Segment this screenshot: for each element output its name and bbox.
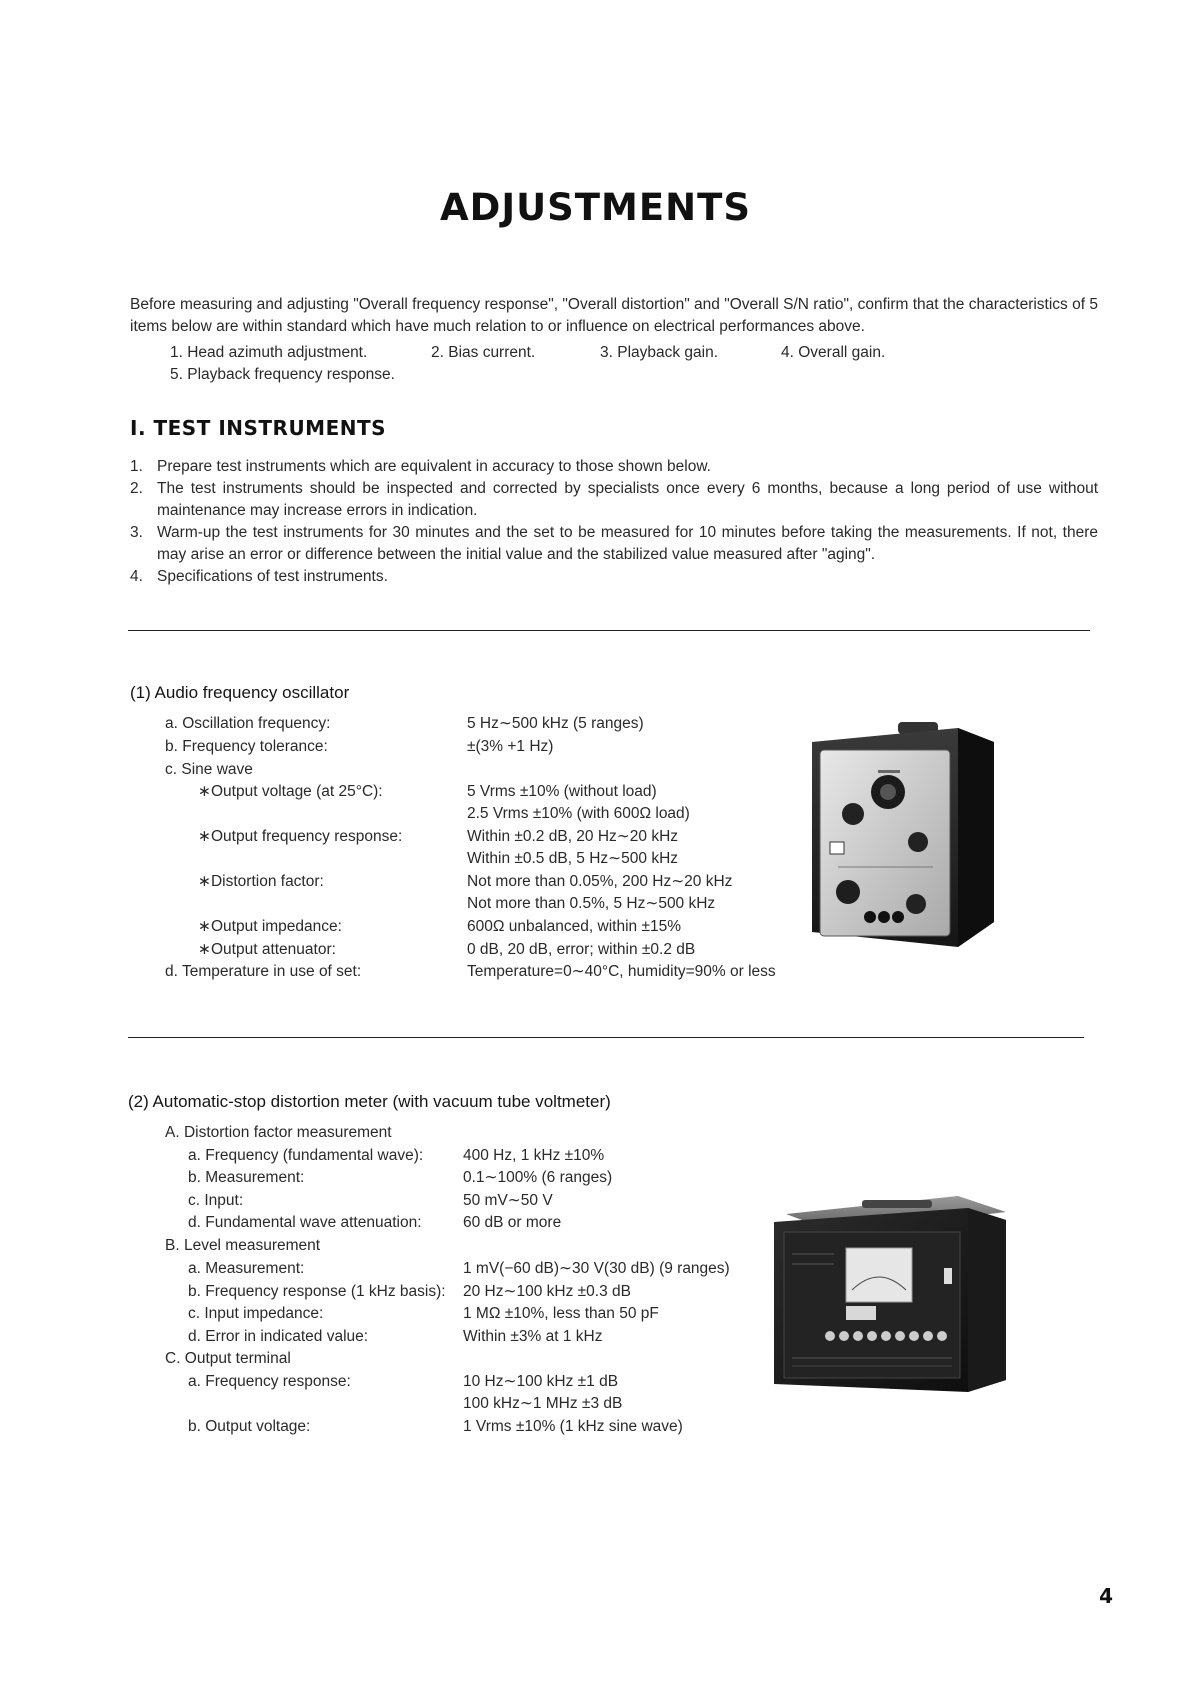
spec-label: a. Frequency (fundamental wave): [188,1147,424,1164]
spec-value: 100 kHz∼1 MHz ±3 dB [463,1395,623,1412]
spec-label: ∗Distortion factor: [198,873,324,890]
spec-label: ∗Output attenuator: [198,941,336,958]
spec-label: a. Oscillation frequency: [165,715,331,732]
section-heading: I. TEST INSTRUMENTS [130,416,387,440]
spec-label: d. Temperature in use of set: [165,963,362,980]
check-item-2: 2. Bias current. [431,344,536,361]
spec-value: 1 Vrms ±10% (1 kHz sine wave) [463,1418,683,1435]
spec-value: 0.1∼100% (6 ranges) [463,1169,613,1186]
spec-value: ±(3% +1 Hz) [467,738,554,755]
spec-label: b. Frequency tolerance: [165,738,328,755]
check-item-4: 4. Overall gain. [781,344,886,361]
spec-label: B. Level measurement [165,1237,321,1254]
spec-label: a. Frequency response: [188,1373,351,1390]
instruction-text: Warm-up the test instruments for 30 minutes and the set to be measured for 10 minutes before taking the measurements. If not, there may arise an error or difference between the initial value and the stabilized value measured after "aging". [157,524,1098,563]
spec-value: 600Ω unbalanced, within ±15% [467,918,681,935]
spec-label: A. Distortion factor measurement [165,1124,392,1141]
distortion-meter-photo [772,1194,1008,1392]
instruction-item [130,566,1098,588]
spec-value: Within ±3% at 1 kHz [463,1328,603,1345]
instruction-text: Specifications of test instruments. [157,568,388,585]
spec-value: 20 Hz∼100 kHz ±0.3 dB [463,1283,631,1300]
spec-label: C. Output terminal [165,1350,291,1367]
instruction-number: 1. [130,458,143,475]
page-title: ADJUSTMENTS [440,186,751,229]
spec-label: d. Error in indicated value: [188,1328,369,1345]
spec-value: 60 dB or more [463,1214,562,1231]
spec-value: Not more than 0.5%, 5 Hz∼500 kHz [467,895,716,912]
spec-value: 400 Hz, 1 kHz ±10% [463,1147,605,1164]
spec-label: b. Output voltage: [188,1418,311,1435]
spec-value: 5 Vrms ±10% (without load) [467,783,657,800]
spec-label: d. Fundamental wave attenuation: [188,1214,422,1231]
intro-paragraph: Before measuring and adjusting "Overall frequency response", "Overall distortion" and "Overall S/N ratio", confirm that the characteristics of 5 items below are within standard which have much relation to or influence on electrical performances above. [130,296,1098,335]
instruction-item [130,456,1098,478]
check-item-3: 3. Playback gain. [600,344,719,361]
check-item-1: 1. Head azimuth adjustment. [170,344,368,361]
instruction-item [130,522,1098,566]
check-item-5: 5. Playback frequency response. [170,366,395,383]
divider-rule [128,1037,1084,1038]
spec-value: Within ±0.5 dB, 5 Hz∼500 kHz [467,850,679,867]
spec-value: Not more than 0.05%, 200 Hz∼20 kHz [467,873,733,890]
page-number: 4 [1099,1584,1113,1608]
spec-label: b. Measurement: [188,1169,305,1186]
instruction-number: 2. [130,480,143,497]
instruction-number: 3. [130,524,143,541]
spec-label: ∗Output frequency response: [198,828,403,845]
oscillator-photo [808,722,996,952]
oscillator-heading: (1) Audio frequency oscillator [130,683,350,702]
spec-label: a. Measurement: [188,1260,305,1277]
distortion-meter-heading: (2) Automatic-stop distortion meter (with vacuum tube voltmeter) [128,1092,611,1111]
instruction-number: 4. [130,568,143,585]
instruction-list [130,456,1098,588]
spec-label: c. Input: [188,1192,244,1209]
spec-label: c. Sine wave [165,761,253,778]
instruction-text: The test instruments should be inspected and corrected by specialists once every 6 months, because a long period of use without maintenance may increase errors in indication. [157,480,1098,519]
spec-value: 1 mV(−60 dB)∼30 V(30 dB) (9 ranges) [463,1260,730,1277]
spec-value: 50 mV∼50 V [463,1192,553,1209]
spec-label: ∗Output voltage (at 25°C): [198,783,383,800]
spec-label: ∗Output impedance: [198,918,342,935]
spec-value: 10 Hz∼100 kHz ±1 dB [463,1373,619,1390]
spec-value: 1 MΩ ±10%, less than 50 pF [463,1305,659,1322]
spec-label: b. Frequency response (1 kHz basis): [188,1283,446,1300]
spec-value: 0 dB, 20 dB, error; within ±0.2 dB [467,941,696,958]
spec-value: Within ±0.2 dB, 20 Hz∼20 kHz [467,828,679,845]
spec-label: c. Input impedance: [188,1305,324,1322]
spec-value: Temperature=0∼40°C, humidity=90% or less [467,963,776,980]
spec-value: 5 Hz∼500 kHz (5 ranges) [467,715,644,732]
spec-value: 2.5 Vrms ±10% (with 600Ω load) [467,805,690,822]
instruction-item [130,478,1098,522]
instruction-text: Prepare test instruments which are equivalent in accuracy to those shown below. [157,458,711,475]
divider-rule [128,630,1090,631]
